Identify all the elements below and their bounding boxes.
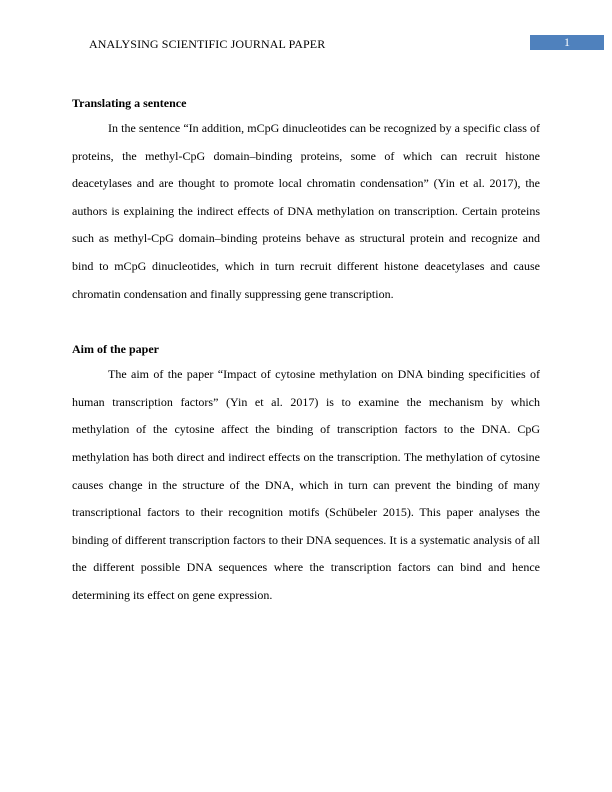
section-spacer bbox=[72, 308, 540, 341]
page-number-badge bbox=[530, 35, 604, 50]
section-heading: Aim of the paper bbox=[72, 342, 159, 357]
section-paragraph: In the sentence “In addition, mCpG dinucleotides can be recognized by a specific class of proteins, the methyl-CpG domain–binding proteins, some of which can recruit histone deacetylases and are thought to promote local chromatin condensation” (Yin et al. 2017), the authors is explaining the indirect effects of DNA methylation on transcription. Certain proteins such as methyl-CpG domain–binding proteins behave as structural protein and recognize and bind to mCpG dinucleotides, which in turn recruit different histone deacetylases and cause chromatin condensation and finally suppressing gene transcription. bbox=[72, 121, 540, 301]
page-number: 1 bbox=[564, 35, 570, 49]
section-paragraph: The aim of the paper “Impact of cytosine methylation on DNA binding specificities of human transcription factors” (Yin et al. 2017) is to examine the mechanism by which methylation of the cytosine affect the binding of transcription factors to the DNA. CpG methylation has both direct and indirect effects on the transcription. The methylation of cytosine causes change in the structure of the DNA, which in turn can prevent the binding of many transcriptional factors to their recognition motifs (Schübeler 2015). This paper analyses the binding of different transcription factors to their DNA sequences. It is a systematic analysis of all the different possible DNA sequences where the transcription factors can bind and hence determining its effect on gene expression. bbox=[72, 367, 540, 602]
running-header-title: ANALYSING SCIENTIFIC JOURNAL PAPER bbox=[89, 37, 326, 51]
document-body bbox=[72, 95, 540, 610]
section-aim-of-paper bbox=[72, 341, 540, 609]
section-translating-sentence bbox=[72, 95, 540, 308]
section-heading: Translating a sentence bbox=[72, 96, 187, 110]
